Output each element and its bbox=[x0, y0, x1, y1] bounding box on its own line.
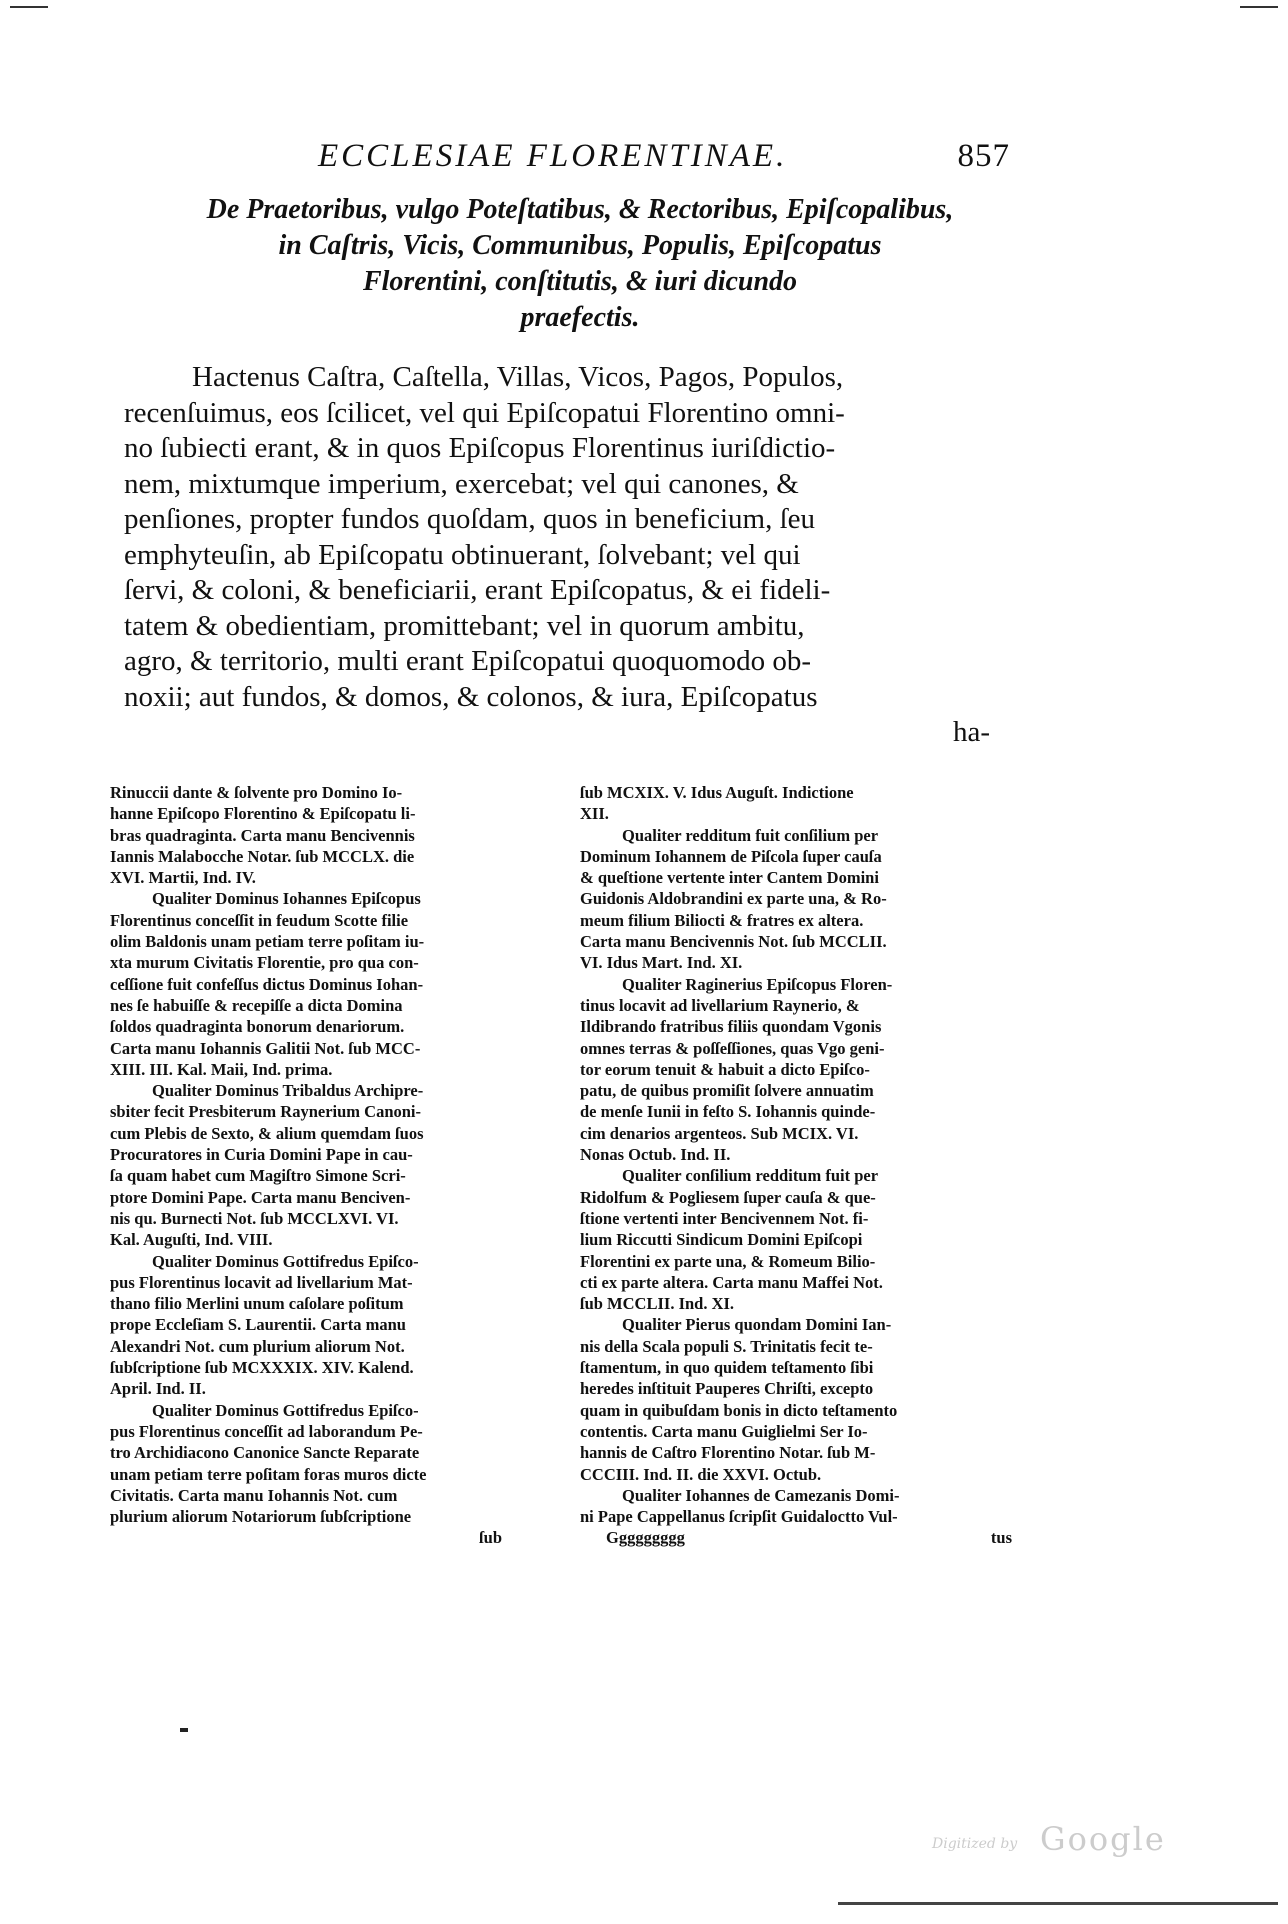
column-line: Rinuccii dante & ſolvente pro Domino Io- bbox=[110, 783, 403, 802]
column-line: Qualiter Dominus Iohannes Epiſcopus bbox=[152, 889, 421, 909]
column-line: prope Eccleſiam S. Laurentii. Carta manu bbox=[110, 1315, 406, 1335]
column-line: ſtamentum, in quo quidem teſtamento ſibi bbox=[580, 1358, 874, 1378]
column-line: contentis. Carta manu Guiglielmi Ser Io- bbox=[580, 1421, 868, 1441]
column-line: pus Florentinus locavit ad livellarium Mat- bbox=[110, 1272, 413, 1292]
column-line: ſub MCXIX. V. Idus Auguſt. Indictione bbox=[580, 783, 854, 802]
text-line: penſiones, propter fundos quoſdam, quos in beneficium, ſeu bbox=[124, 503, 816, 535]
column-line: Civitatis. Carta manu Iohannis Not. cum bbox=[110, 1485, 398, 1505]
column-line: Guidonis Aldobrandini ex parte una, & Ro- bbox=[580, 889, 887, 909]
running-head bbox=[318, 138, 1010, 178]
column-line: bras quadraginta. Carta manu Bencivennis bbox=[110, 825, 415, 845]
column-line: Qualiter Raginerius Epiſcopus Floren- bbox=[622, 974, 893, 994]
column-line: ſub MCCLII. Ind. XI. bbox=[580, 1294, 735, 1314]
column-line: Qualiter conſilium redditum fuit per bbox=[622, 1166, 879, 1186]
column-line: olim Baldonis unam petiam terre poſitam iu- bbox=[110, 932, 425, 952]
column-line: ſtione vertenti inter Bencivennem Not. fi- bbox=[580, 1208, 869, 1228]
heading-line: praefectis. bbox=[520, 302, 640, 333]
column-line: Kal. Auguſti, Ind. VIII. bbox=[110, 1230, 273, 1250]
text-line: Hactenus Caſtra, Caſtella, Villas, Vicos, Pagos, Populos, bbox=[192, 361, 844, 393]
column-line: cti ex parte altera. Carta manu Maffei Not. bbox=[580, 1272, 883, 1292]
column-line: unam petiam terre poſitam foras muros dicte bbox=[110, 1464, 427, 1484]
column-line: Ridolfum & Pogliesem ſuper cauſa & que- bbox=[580, 1187, 876, 1207]
column-line: XIII. III. Kal. Maii, Ind. prima. bbox=[110, 1059, 333, 1079]
column-line: XVI. Martii, Ind. IV. bbox=[110, 868, 256, 888]
signature-mark: Ggggggggg bbox=[606, 1528, 685, 1548]
column-line: Florentini ex parte una, & Romeum Bilio- bbox=[580, 1251, 876, 1271]
column-line: plurium aliorum Notariorum ſubſcriptione bbox=[110, 1507, 412, 1527]
column-line: pus Florentinus conceſſit ad laborandum Pe- bbox=[110, 1421, 423, 1441]
column-line: ſa quam habet cum Magiſtro Simone Scri- bbox=[110, 1166, 406, 1186]
text-line: nem, mixtumque imperium, exercebat; vel qui canones, & bbox=[124, 467, 799, 500]
column-line: xta murum Civitatis Florentie, pro qua con- bbox=[110, 953, 419, 973]
column-line: meum filium Biliocti & fratres ex altera. bbox=[580, 910, 864, 930]
text-line: tatem & obedientiam, promittebant; vel in quorum ambitu, bbox=[124, 609, 805, 642]
column-line: tor eorum tenuit & habuit a dicto Epiſco- bbox=[580, 1059, 870, 1079]
column-line: Qualiter Pierus quondam Domini Ian- bbox=[622, 1315, 892, 1335]
watermark-prefix: Digitized by bbox=[932, 1836, 1018, 1852]
page-bottom-rule bbox=[838, 1902, 1278, 1905]
footnote-column-right bbox=[580, 782, 1020, 1548]
text-line: no ſubiecti erant, & in quos Epiſcopus Florentinus iuriſdictio- bbox=[124, 432, 836, 464]
signature-row bbox=[580, 1527, 1020, 1548]
column-line: nis qu. Burnecti Not. ſub MCCLXVI. VI. bbox=[110, 1208, 399, 1228]
column-line: ptore Domini Pape. Carta manu Benciven- bbox=[110, 1187, 411, 1207]
column-line: quam in quibuſdam bonis in dicto teſtamento bbox=[580, 1400, 898, 1420]
column-line: Qualiter Dominus Gottifredus Epiſco- bbox=[152, 1400, 419, 1420]
column-line: nis della Scala populi S. Trinitatis fecit te- bbox=[580, 1336, 873, 1356]
column-line: Florentinus conceſſit in feudum Scotte filie bbox=[110, 910, 409, 930]
column-line: & queſtione vertente inter Cantem Domini bbox=[580, 868, 879, 888]
column-line: tinus locavit ad livellarium Raynerio, & bbox=[580, 995, 860, 1015]
column-line: patu, de quibus promiſit ſolvere annuatim bbox=[580, 1081, 874, 1101]
column-catchword: ſub bbox=[479, 1528, 502, 1548]
heading-line: in Caſtris, Vicis, Communibus, Populis, Epiſcopatus bbox=[278, 230, 882, 261]
footnote-column-left bbox=[110, 782, 550, 1549]
column-line: hanne Epiſcopo Florentino & Epiſcopatu li- bbox=[110, 804, 416, 824]
digitization-watermark bbox=[932, 1820, 1192, 1860]
column-line: heredes inſtituit Pauperes Chriſti, excepto bbox=[580, 1379, 874, 1399]
main-paragraph bbox=[124, 360, 1024, 751]
column-line: ni Pape Cappellanus ſcripſit Guidaloctto Vul- bbox=[580, 1507, 898, 1527]
column-line: Procuratores in Curia Domini Pape in cau- bbox=[110, 1145, 413, 1165]
column-line: nes ſe habuiſſe & recepiſſe a dicta Domina bbox=[110, 995, 403, 1015]
column-line: Ildibrando fratribus filiis quondam Vgonis bbox=[580, 1017, 882, 1037]
section-heading bbox=[120, 192, 1040, 336]
text-line: noxii; aut fundos, & domos, & colonos, & iura, Epiſcopatus bbox=[124, 680, 818, 713]
column-line: hannis de Caſtro Florentino Notar. ſub M- bbox=[580, 1443, 876, 1463]
column-line: Qualiter redditum fuit conſilium per bbox=[622, 825, 879, 845]
column-line: Carta manu Bencivennis Not. ſub MCCLII. bbox=[580, 932, 887, 952]
catchword: ha- bbox=[952, 716, 990, 748]
column-line: VI. Idus Mart. Ind. XI. bbox=[580, 953, 743, 973]
column-line: XII. bbox=[580, 804, 609, 824]
running-title: ECCLESIAE FLORENTINAE. bbox=[318, 138, 788, 174]
column-line: April. Ind. II. bbox=[110, 1379, 206, 1399]
column-line: cum Plebis de Sexto, & alium quemdam ſuos bbox=[110, 1123, 424, 1143]
column-line: CCCIII. Ind. II. die XXVI. Octub. bbox=[580, 1464, 822, 1484]
text-line: emphyteuſin, ab Epiſcopatu obtinuerant, ſolvebant; vel qui bbox=[124, 538, 801, 571]
column-line: lium Riccutti Sindicum Domini Epiſcopi bbox=[580, 1230, 863, 1250]
column-line: ſubſcriptione ſub MCXXXIX. XIV. Kalend. bbox=[110, 1358, 414, 1378]
column-line: tro Archidiacono Canonice Sancte Reparate bbox=[110, 1443, 420, 1463]
column-line: Nonas Octub. Ind. II. bbox=[580, 1145, 731, 1165]
column-line: ſoldos quadraginta bonorum denariorum. bbox=[110, 1017, 405, 1037]
column-line: sbiter fecit Presbiterum Raynerium Canoni- bbox=[110, 1102, 422, 1122]
page-number: 857 bbox=[957, 138, 1010, 174]
column-line: Qualiter Dominus Tribaldus Archipre- bbox=[152, 1081, 424, 1101]
column-line: Qualiter Dominus Gottifredus Epiſco- bbox=[152, 1251, 419, 1271]
heading-line: Florentini, conſtitutis, & iuri dicundo bbox=[362, 266, 798, 297]
page-edge-mark-left bbox=[10, 6, 48, 8]
heading-line: De Praetoribus, vulgo Poteſtatibus, & Rectoribus, Epiſcopalibus, bbox=[206, 194, 954, 225]
column-line: de menſe Iunii in feſto S. Iohannis quinde- bbox=[580, 1102, 876, 1122]
column-line: cim denarios argenteos. Sub MCIX. VI. bbox=[580, 1123, 859, 1143]
text-line: recenſuimus, eos ſcilicet, vel qui Epiſcopatui Florentino omni- bbox=[124, 396, 845, 429]
text-line: ſervi, & coloni, & beneficiarii, erant Epiſcopatus, & ei fideli- bbox=[124, 574, 831, 606]
column-line: ceſſione fuit confeſſus dictus Dominus Iohan- bbox=[110, 974, 424, 994]
bottom-mark bbox=[180, 1728, 188, 1732]
column-line: Qualiter Iohannes de Camezanis Domi- bbox=[622, 1485, 900, 1505]
column-line: Carta manu Iohannis Galitii Not. ſub MCC- bbox=[110, 1038, 421, 1058]
text-line: agro, & territorio, multi erant Epiſcopatui quoquomodo ob- bbox=[124, 645, 811, 677]
column-line: omnes terras & poſſeſſiones, quas Vgo geni- bbox=[580, 1038, 885, 1058]
column-line: thano filio Merlini unum caſolare poſitum bbox=[110, 1294, 404, 1314]
column-line: Alexandri Not. cum plurium aliorum Not. bbox=[110, 1336, 405, 1356]
column-line: Iannis Malabocche Notar. ſub MCCLX. die bbox=[110, 846, 415, 866]
column-catchword: tus bbox=[990, 1528, 1012, 1548]
column-line: Dominum Iohannem de Piſcola ſuper cauſa bbox=[580, 846, 882, 866]
page-edge-mark-right bbox=[1240, 6, 1278, 8]
watermark-logo: Google bbox=[1040, 1820, 1166, 1858]
